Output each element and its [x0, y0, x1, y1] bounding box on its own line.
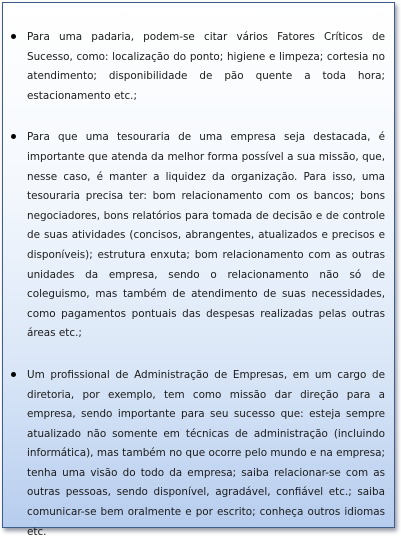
bullet-dot-icon [11, 34, 16, 39]
bullet-list [3, 3, 394, 542]
bullet-item-bakery [27, 28, 385, 106]
bullet-item-administrator [27, 366, 385, 542]
bullet-dot-icon [11, 372, 16, 377]
text-box-panel [2, 2, 395, 538]
bullet-item-treasury [27, 128, 385, 344]
bullet-dot-icon [11, 134, 16, 139]
bullet-text: Para que uma tesouraria de uma empresa seja destacada, é importante que atenda da melhor forma possível a sua missão, que, nesse caso, é manter a liquidez da organização. Para isso, uma tesouraria precisa ter: bom relacionamento com os bancos; bons negociadores, bons relatórios para tomada de decisão e de controle de suas atividades (concisos, abrangentes, atualizados e precisos e disponíveis); estrutura enxuta; bom relacionamento com as outras unidades da empresa, sendo o relacionamento não só de coleguismo, mas também de atendimento de suas necessidades, como pagamentos pontuais das despesas realizadas pelas outras áreas etc.; [27, 131, 385, 340]
bullet-text: Para uma padaria, podem-se citar vários Fatores Críticos de Sucesso, como: localização do ponto; higiene e limpeza; cortesia no atendimento; disponibilidade de pão quente a toda hora; estacionamento etc.; [27, 31, 385, 102]
bullet-text: Um profissional de Administração de Empresas, em um cargo de diretoria, por exemplo, tem como missão dar direção para a empresa, sendo importante para seu sucesso que: esteja sempre atualizado não somente em técnicas de administração (incluindo informática), mas também no que ocorre pelo mundo e na empresa; tenha uma visão do todo da empresa; saiba relacionar-se com as outras pessoas, sendo disponível, agradável, confiável etc.; saiba comunicar-se bem oralmente e por escrito; conheça outros idiomas etc. [27, 368, 385, 538]
